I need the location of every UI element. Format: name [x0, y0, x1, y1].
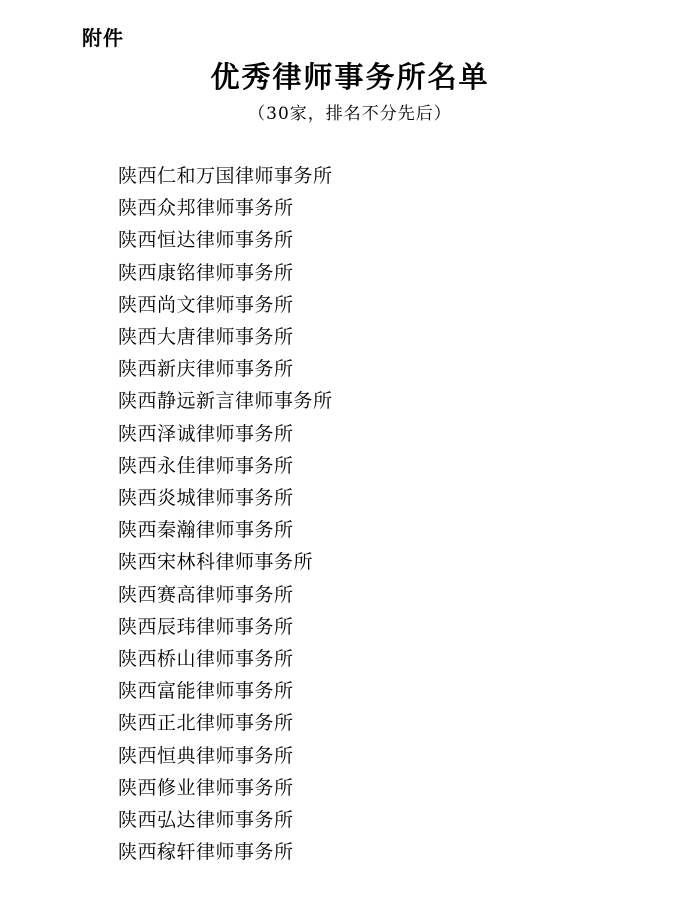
list-item: 陕西恒达律师事务所	[118, 229, 294, 252]
list-item: 陕西静远新言律师事务所	[118, 390, 333, 413]
list-item: 陕西炎城律师事务所	[118, 487, 294, 510]
list-item: 陕西秦瀚律师事务所	[118, 519, 294, 542]
list-item: 陕西尚文律师事务所	[118, 293, 294, 316]
list-item: 陕西弘达律师事务所	[118, 809, 294, 832]
attachment-label: 附件	[82, 26, 124, 50]
list-item: 陕西正北律师事务所	[118, 712, 294, 735]
list-item: 陕西大唐律师事务所	[118, 326, 294, 349]
law-firm-list	[118, 160, 660, 868]
list-item: 陕西仁和万国律师事务所	[118, 165, 333, 187]
page-subtitle: （30家，排名不分先后）	[248, 104, 452, 124]
list-item: 陕西康铭律师事务所	[118, 261, 294, 284]
page-title: 优秀律师事务所名单	[210, 60, 490, 94]
list-item: 陕西宋林科律师事务所	[118, 551, 314, 574]
list-item: 陕西恒典律师事务所	[118, 744, 294, 767]
list-item: 陕西辰玮律师事务所	[118, 615, 294, 638]
list-item: 陕西泽诚律师事务所	[118, 422, 294, 445]
list-item: 陕西赛高律师事务所	[118, 583, 294, 606]
list-item: 陕西永佳律师事务所	[118, 454, 294, 477]
list-item: 陕西富能律师事务所	[118, 680, 294, 703]
list-item: 陕西新庆律师事务所	[118, 358, 294, 381]
list-item: 陕西桥山律师事务所	[118, 648, 294, 671]
list-item: 陕西众邦律师事务所	[118, 197, 294, 220]
list-item: 陕西稼轩律师事务所	[118, 841, 294, 864]
list-item: 陕西修业律师事务所	[118, 776, 294, 799]
